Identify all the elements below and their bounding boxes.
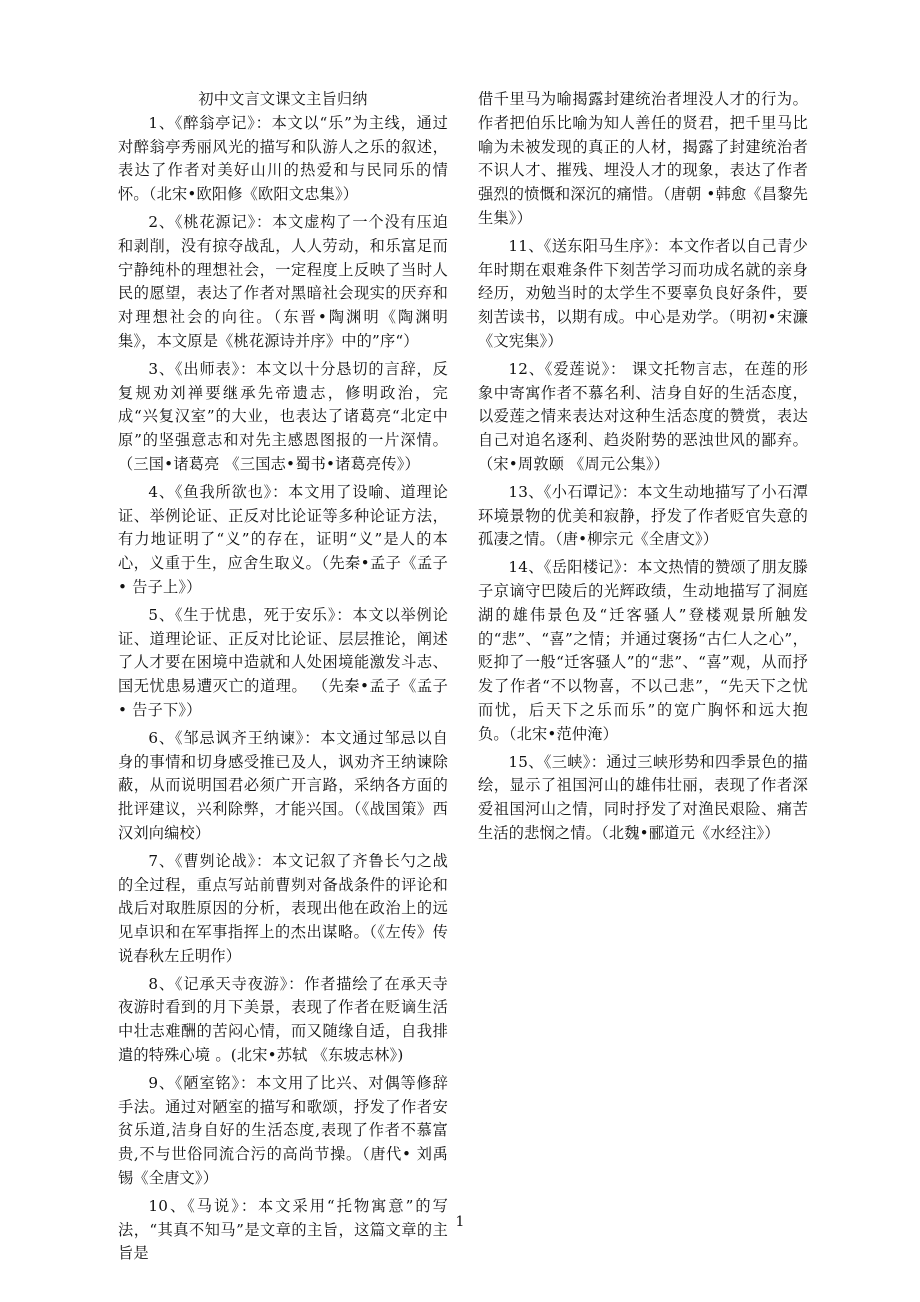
summary-item-10-start: 10、《马说》：本文采用“托物寓意”的写法，“其真不知马”是文章的主旨，这篇文章的主旨是 xyxy=(118,1196,448,1263)
page-number: 1 xyxy=(455,1214,465,1230)
summary-item-12: 12、《爱莲说》： 课文托物言志，在莲的形象中寄寓作者不慕名利、洁身自好的生活态度，以爱莲之情来表达对这种生活态度的赞赏，表达自己对追名逐利、趋炎附势的恶浊世风的鄙弃。（宋•周敦颐 《周元公集》） xyxy=(478,359,808,473)
summary-item-14: 14、《岳阳楼记》：本文热情的赞颂了朋友滕子京谪守巴陵后的光辉政绩，生动地描写了洞庭湖的雄伟景色及“迁客骚人”登楼观景所触发的“悲”、“喜”之情；并通过褒扬“古仁人之心”，贬抑了一般“迁客骚人”的“悲”、“喜”观，从而抒发了作者“不以物喜，不以己悲”，“先天下之忧而忧，后天下之乐而乐”的宽广胸怀和远大抱负。（北宋•范仲淹） xyxy=(478,558,808,743)
summary-item-9: 9、《陋室铭》：本文用了比兴、对偶等修辞手法。通过对陋室的描写和歌颂，抒发了作者安贫乐道,洁身自好的生活态度,表现了作者不慕富贵,不与世俗同流合污的高尚节操。（唐代• 刘禹锡《全唐文》） xyxy=(118,1073,448,1188)
left-column xyxy=(118,88,448,1270)
summary-item-2: 2、《桃花源记》：本文虚构了一个没有压迫和剥削，没有掠夺战乱，人人劳动，和乐富足而宁静纯朴的理想社会，一定程度上反映了当时人民的愿望，表达了作者对黑暗社会现实的厌弃和对理想社会的向往。（东晋•陶渊明《陶渊明集》，本文原是《桃花源诗并序》中的”序“） xyxy=(118,212,448,350)
summary-item-7: 7、《曹刿论战》：本文记叙了齐鲁长勺之战的全过程，重点写站前曹刿对备战条件的评论和战后对取胜原因的分析，表现出他在政治上的远见卓识和在军事指挥上的杰出谋略。（《左传》传说春秋左丘明作） xyxy=(118,851,448,965)
document-title: 初中文言文课文主旨归纳 xyxy=(198,90,368,108)
summary-item-13: 13、《小石谭记》：本文生动地描写了小石潭环境景物的优美和寂静，抒发了作者贬官失意的孤凄之情。（唐•柳宗元《全唐文》） xyxy=(478,482,808,549)
summary-item-6: 6、《邹忌讽齐王纳谏》：本文通过邹忌以自身的事情和切身感受推已及人，讽劝齐王纳谏除蔽，从而说明国君必须广开言路，采纳各方面的批评建议，兴利除弊，才能兴国。（《战国策》西汉刘向编校） xyxy=(118,728,448,842)
summary-item-4: 4、《鱼我所欲也》：本文用了设喻、道理论证、举例论证、正反对比论证等多种论证方法，有力地证明了“义”的存在，证明“义”是人的本心，义重于生，应舍生取义。（先秦•孟子《孟子• 告子上》） xyxy=(118,482,448,596)
summary-item-11: 11、《送东阳马生序》：本文作者以自己青少年时期在艰难条件下刻苦学习而功成名就的亲身经历，劝勉当时的太学生不要辜负良好条件，要刻苦读书，以期有成。中心是劝学。（明初•宋濂 《文宪集》） xyxy=(478,236,808,350)
summary-item-3: 3、《出师表》：本文以十分恳切的言辞，反复规劝刘禅要继承先帝遗志，修明政治，完成“兴复汉室”的大业，也表达了诸葛亮“北定中原”的坚强意志和对先主感恩图报的一片深情。 （三国•诸葛亮 《三国志•蜀书•诸葛亮传》） xyxy=(118,359,448,473)
summary-item-5: 5、《生于忧患，死于安乐》：本文以举例论证、道理论证、正反对比论证、层层推论，阐述了人才要在困境中造就和人处困境能激发斗志、国无忧患易遭灭亡的道理。 （先秦•孟子《孟子• 告子下》） xyxy=(118,605,448,719)
summary-item-1: 1、《醉翁亭记》：本文以“乐”为主线，通过对醉翁亭秀丽风光的描写和队游人之乐的叙述，表达了作者对美好山川的热爱和与民同乐的情怀。（北宋•欧阳修《欧阳文忠集》） xyxy=(118,113,448,204)
summary-item-8: 8、《记承天寺夜游》：作者描绘了在承天寺夜游时看到的月下美景，表现了作者在贬谪生活中壮志难酬的苦闷心情，而又随缘自适，自我排遣的特殊心境 。(北宋•苏轼 《东坡志林》) xyxy=(118,974,448,1065)
right-column xyxy=(478,88,808,850)
summary-item-15: 15、《三峡》：通过三峡形势和四季景色的描绘，显示了祖国河山的雄伟壮丽，表现了作者深爱祖国河山之情，同时抒发了对渔民艰险、痛苦生活的悲悯之情。（北魏•郦道元《水经注》） xyxy=(478,752,808,842)
summary-item-10-continued: 借千里马为喻揭露封建统治者埋没人才的行为。作者把伯乐比喻为知人善任的贤君，把千里马比喻为未被发现的真正的人材，揭露了封建统治者不识人才、摧残、埋没人才的现象，表达了作者强烈的愤慨和深沉的痛惜。（唐朝 •韩愈《昌黎先生集》） xyxy=(478,90,808,227)
